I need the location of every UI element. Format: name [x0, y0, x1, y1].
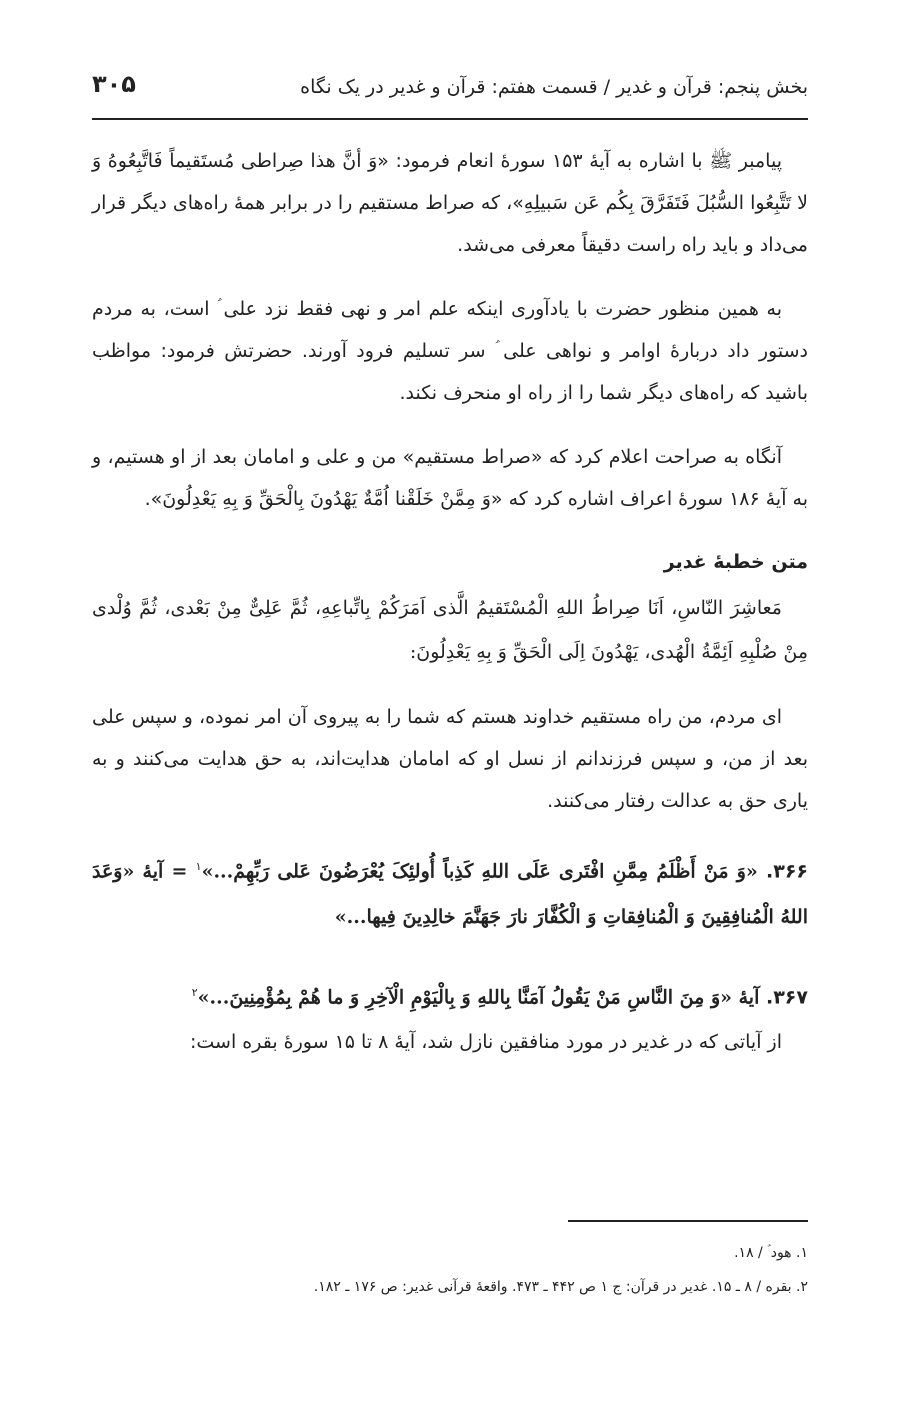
paragraph-3: آنگاه به صراحت اعلام کرد که «صراط مستقیم» من و علی و امامان بعد از او هستیم، و به آیهٔ ۱۸۶ سورهٔ اعراف اشاره کرد که «وَ مِمَّنْ خَلَقْنا اُمَّةٌ یَهْدُونَ بِالْحَقِّ وَ بِهِ یَعْدِلُونَ». [92, 446, 808, 510]
verse-366 [92, 844, 808, 940]
section-heading: متن خطبهٔ غدیر [663, 551, 808, 573]
footnotes [92, 1236, 808, 1304]
arabic-sermon-text: مَعاشِرَ النّاسِ، اَنَا صِراطُ اللهِ الْمُسْتَقیمُ الَّذی اَمَرَکُمْ بِاتِّباعِهِ، ثُمَّ عَلِیٌّ مِنْ بَعْدی، ثُمَّ وُلْدی مِنْ صُلْبِهِ اَئِمَّةُ الْهُدی، یَهْدُونَ اِلَی الْحَقِّ وَ بِهِ یَعْدِلُونَ: [92, 597, 808, 663]
running-head: بخش پنجم: قرآن و غدیر / قسمت هفتم: قرآن و غدیر در یک نگاه [300, 76, 808, 98]
paragraph-1: پیامبر ﷺ با اشاره به آیهٔ ۱۵۳ سورهٔ انعام فرمود: «وَ أنَّ هذا صِراطی مُستَقیماً فَاتَّبِعُوهُ وَ لا تَتَّبِعُوا السُّبُلَ فَتَفَرَّقَ بِکُم عَن سَبیلِهِ»، که صراط مستقیم را در برابر همهٔ راه‌های دیگر قرار می‌داد و باید راه راست دقیقاً معرفی می‌شد. [92, 150, 808, 256]
verse-366-tail: = آیهٔ «وَعَدَ اللهُ الْمُنافِقِینَ وَ الْمُنافِقاتِ وَ الْکُفَّارَ نارَ جَهَنَّمَ خالِدِینَ فِیها...» [92, 860, 808, 929]
page-header [92, 62, 808, 120]
verse-367-body: از آیاتی که در غدیر در مورد منافقین نازل شد، آیهٔ ۸ تا ۱۵ سورهٔ بقره است: [190, 1030, 782, 1053]
footnote-ref-2: ۲ [191, 986, 198, 1000]
verse-367-text: آیهٔ «وَ مِنَ النَّاسِ مَنْ یَقُولُ آمَنَّا بِاللهِ وَ بِالْیَوْمِ الْآخِرِ وَ ما هُمْ بِمُؤْمِنِینَ...» [197, 986, 760, 1009]
verse-366-text: «وَ مَنْ أَظْلَمُ مِمَّنِ افْتَری عَلَی اللهِ کَذِباً أُولئِکَ یُعْرَضُونَ عَلی رَبِّهِمْ...» [201, 860, 758, 883]
verse-367 [92, 970, 808, 1020]
footnote-ref-1: ۱ [195, 860, 202, 873]
footnote-2: ۲. بقره / ۸ ـ ۱۵. غدیر در قرآن: ج ۱ ص ۴۴۲ ـ ۴۷۳. واقعهٔ قرآنی غدیر: ص ۱۷۶ ـ ۱۸۲. [313, 1279, 808, 1295]
paragraph-4: ای مردم، من راه مستقیم خداوند هستم که شما را به پیروی آن امر نموده، و سپس علی بعد از من، و سپس فرزندانم از نسل او که امامان هدایت‌اند، به حق هدایت می‌کنند و به یاری حق به عدالت رفتار می‌کنند. [92, 706, 808, 812]
verse-367-number: ۳۶۷. [765, 986, 808, 1009]
paragraph-2: به همین منظور حضرت با یادآوری اینکه علم امر و نهی فقط نزد علی ؑ است، به مردم دستور داد دربارهٔ اوامر و نواهی علی ؑ سر تسلیم فرود آورند. حضرتش فرمود: مواظب باشید که راه‌های دیگر شما را از راه او منحرف نکند. [92, 298, 808, 404]
footnote-separator [568, 1220, 808, 1222]
footnote-1: ۱. هود ؑ / ۱۸. [734, 1245, 808, 1261]
page-content [92, 140, 808, 1085]
verse-366-number: ۳۶۶. [766, 860, 809, 883]
page-number: ۳۰۵ [92, 70, 136, 98]
